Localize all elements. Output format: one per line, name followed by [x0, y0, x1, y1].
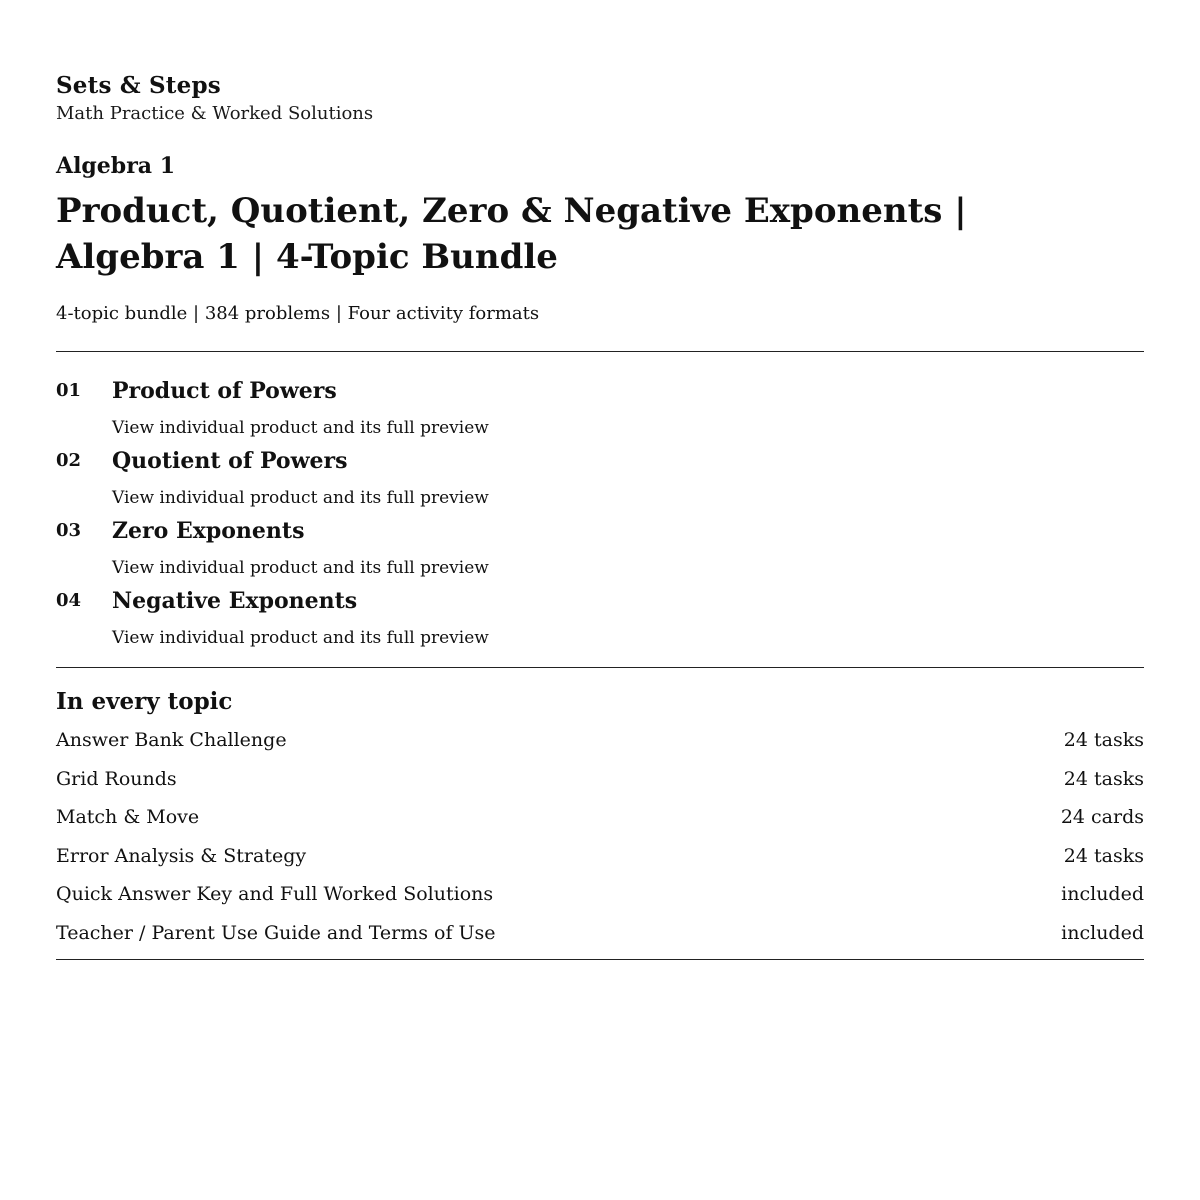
- feature-row: [56, 805, 1144, 844]
- topic-item: [56, 447, 1144, 509]
- topic-number: 04: [56, 590, 82, 611]
- feature-label: Error Analysis & Strategy: [56, 844, 307, 867]
- topic-preview-link[interactable]: View individual product and its full preview: [112, 418, 489, 438]
- topic-number: 02: [56, 450, 82, 471]
- feature-value: included: [1061, 883, 1144, 905]
- feature-row: [56, 844, 1144, 883]
- brand-name: Sets & Steps: [56, 72, 221, 99]
- feature-value: included: [1061, 921, 1144, 944]
- feature-row: [56, 882, 1144, 921]
- feature-value: 24 cards: [1060, 806, 1144, 828]
- topic-item: [56, 377, 1144, 439]
- divider: [56, 959, 1144, 960]
- feature-value: 24 tasks: [1063, 844, 1144, 867]
- features-heading: In every topic: [56, 688, 233, 715]
- feature-label: Match & Move: [56, 806, 200, 828]
- feature-value: 24 tasks: [1063, 767, 1144, 790]
- topic-preview-link[interactable]: View individual product and its full preview: [112, 558, 489, 578]
- topic-item: [56, 517, 1144, 579]
- product-meta: 4-topic bundle | 384 problems | Four activity formats: [56, 303, 540, 324]
- feature-row: [56, 767, 1144, 806]
- topic-title: Quotient of Powers: [112, 448, 348, 474]
- divider: [56, 667, 1144, 668]
- feature-row: [56, 921, 1144, 960]
- topic-item: [56, 587, 1144, 649]
- feature-row: [56, 728, 1144, 767]
- topic-preview-link[interactable]: View individual product and its full preview: [112, 488, 489, 508]
- topic-title: Zero Exponents: [112, 518, 305, 544]
- feature-label: Grid Rounds: [56, 767, 177, 790]
- topic-title: Negative Exponents: [112, 588, 358, 614]
- topic-number: 01: [56, 380, 82, 401]
- topic-preview-link[interactable]: View individual product and its full preview: [112, 628, 489, 648]
- feature-label: Teacher / Parent Use Guide and Terms of Use: [56, 921, 496, 944]
- course-label: Algebra 1: [56, 153, 176, 179]
- brand-tagline: Math Practice & Worked Solutions: [56, 103, 374, 124]
- topic-title: Product of Powers: [112, 378, 337, 404]
- feature-list: [56, 728, 1144, 959]
- feature-label: Answer Bank Challenge: [56, 729, 287, 751]
- page-title: Product, Quotient, Zero & Negative Exponents | Algebra 1 | 4-Topic Bundle: [56, 191, 967, 277]
- feature-value: 24 tasks: [1063, 729, 1144, 751]
- topic-number: 03: [56, 520, 82, 541]
- feature-label: Quick Answer Key and Full Worked Solutions: [56, 883, 494, 905]
- topic-list: [56, 352, 1144, 649]
